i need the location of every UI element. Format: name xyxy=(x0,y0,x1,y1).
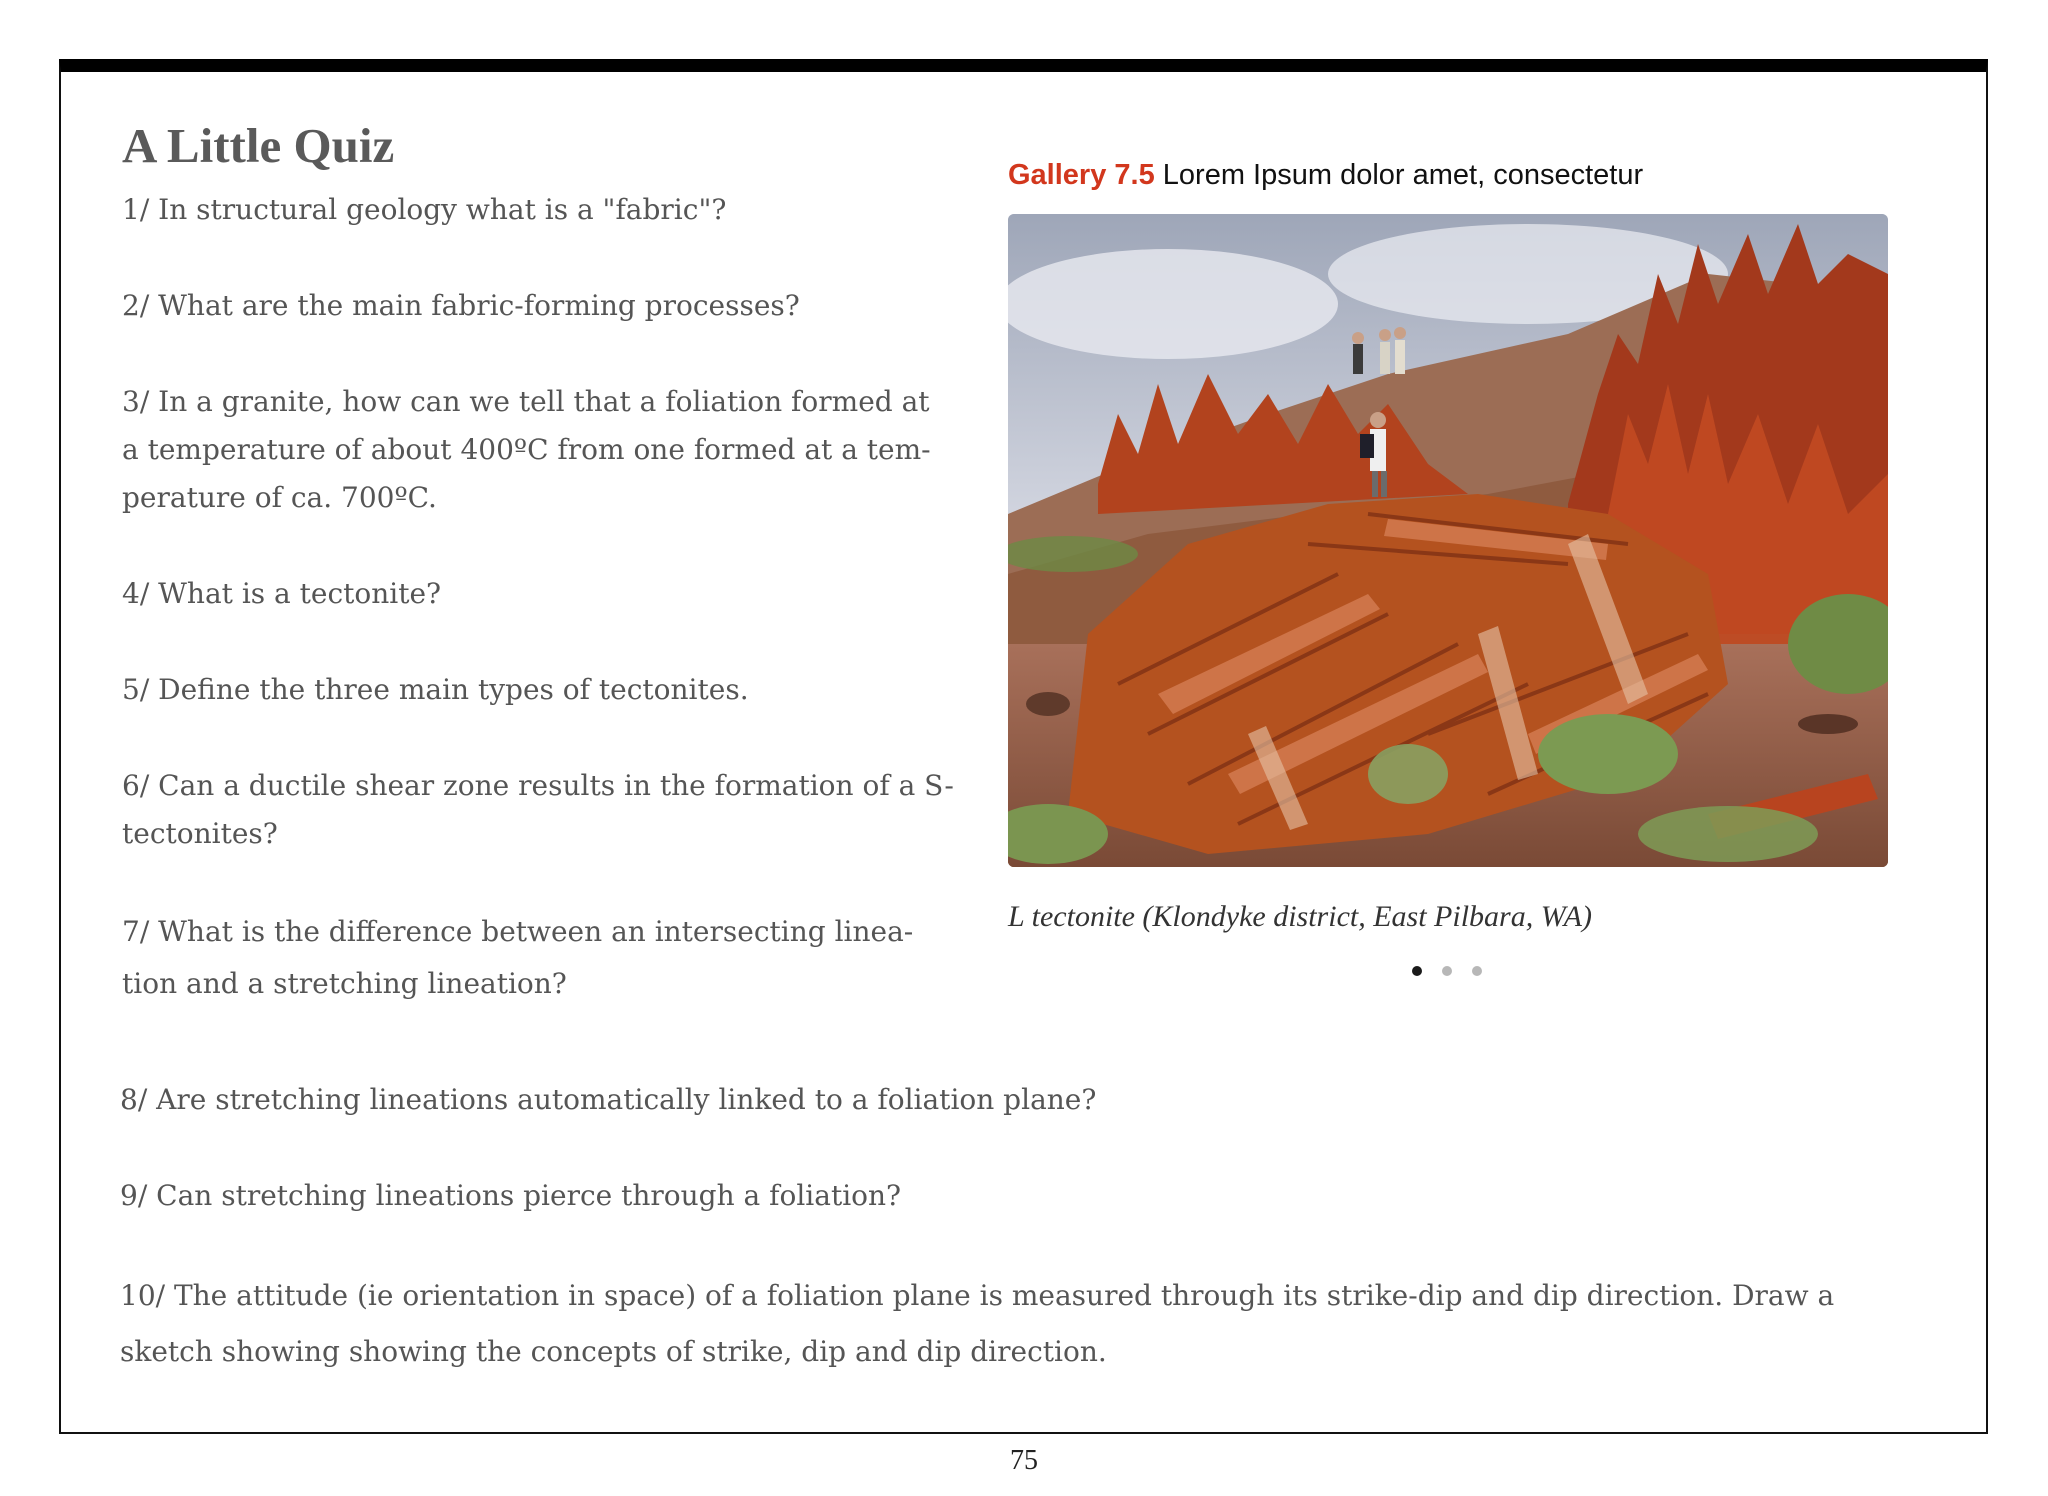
question-text: Can stretching lineations pierce through a foliation? xyxy=(156,1179,902,1212)
gallery-dot-3[interactable] xyxy=(1472,966,1482,976)
quiz-question-9 xyxy=(120,1172,901,1220)
gallery-heading xyxy=(1008,155,1888,195)
question-text-line-2: tion and a stretching lineation? xyxy=(122,967,567,1000)
question-number: 5/ xyxy=(122,673,150,706)
tectonite-outcrop-photo xyxy=(1008,214,1888,867)
quiz-question-5 xyxy=(122,666,749,714)
question-number: 8/ xyxy=(120,1083,148,1116)
quiz-question-8 xyxy=(120,1076,1096,1124)
question-number: 10/ xyxy=(120,1279,166,1312)
quiz-question-2 xyxy=(122,282,800,330)
question-number: 7/ xyxy=(122,915,150,948)
question-text: Are stretching lineations automatically linked to a foliation plane? xyxy=(156,1083,1097,1116)
gallery-caption: L tectonite (Klondyke district, East Pilbara, WA) xyxy=(1008,900,1592,933)
question-number: 6/ xyxy=(122,769,150,802)
quiz-question-1 xyxy=(122,186,726,234)
page-number: 75 xyxy=(1010,1445,1038,1476)
quiz-question-6 xyxy=(122,762,954,858)
quiz-question-4 xyxy=(122,570,441,618)
question-text-line-1: Can a ductile shear zone results in the formation of a S- xyxy=(158,769,954,802)
question-text: In structural geology what is a "fabric"? xyxy=(158,193,727,226)
question-text-line-3: perature of ca. 700ºC. xyxy=(122,481,437,514)
quiz-question-10 xyxy=(120,1268,1834,1380)
question-number: 4/ xyxy=(122,577,150,610)
question-text: Define the three main types of tectonites. xyxy=(158,673,749,706)
question-text-line-2: sketch showing showing the concepts of strike, dip and dip direction. xyxy=(120,1335,1107,1368)
gallery-photo[interactable] xyxy=(1008,214,1888,867)
question-text-line-1: In a granite, how can we tell that a foliation formed at xyxy=(158,385,930,418)
question-text: What is a tectonite? xyxy=(158,577,442,610)
gallery-heading-text: Lorem Ipsum dolor amet, consectetur xyxy=(1162,159,1644,191)
gallery-widget xyxy=(1008,155,1888,933)
page-title: A Little Quiz xyxy=(122,118,395,173)
gallery-dot-2[interactable] xyxy=(1442,966,1452,976)
quiz-question-7 xyxy=(122,906,913,1010)
gallery-dot-1[interactable] xyxy=(1412,966,1422,976)
question-text-line-1: The attitude (ie orientation in space) of a foliation plane is measured through its strike-dip and dip direction. Draw a xyxy=(173,1279,1835,1312)
gallery-pagination xyxy=(1412,966,1482,978)
quiz-question-3 xyxy=(122,378,931,522)
question-text: What are the main fabric-forming processes? xyxy=(158,289,800,322)
question-text-line-2: tectonites? xyxy=(122,817,278,850)
question-number: 9/ xyxy=(120,1179,148,1212)
question-text-line-2: a temperature of about 400ºC from one formed at a tem- xyxy=(122,433,931,466)
question-number: 3/ xyxy=(122,385,150,418)
gallery-label: Gallery 7.5 xyxy=(1008,159,1155,191)
question-number: 2/ xyxy=(122,289,150,322)
question-number: 1/ xyxy=(122,193,150,226)
question-text-line-1: What is the difference between an intersecting linea- xyxy=(158,915,914,948)
